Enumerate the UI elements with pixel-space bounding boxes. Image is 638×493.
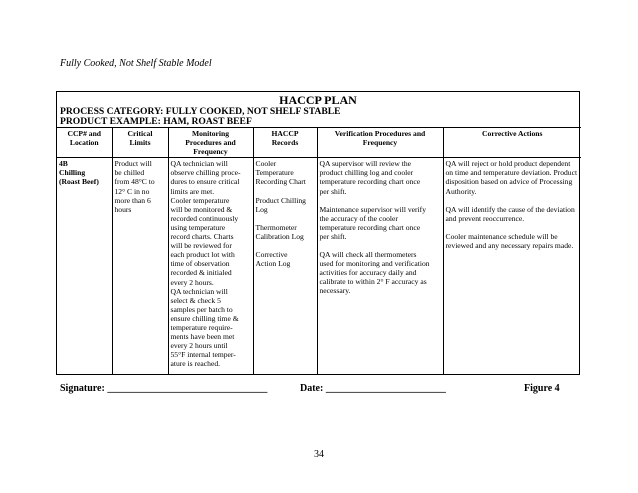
cell-line: and prevent reoccurrence. bbox=[445, 213, 525, 223]
cell-line: Location bbox=[69, 138, 99, 148]
line-gap bbox=[256, 214, 315, 223]
cell-line: QA technician will bbox=[170, 159, 228, 169]
header-haccp-records bbox=[253, 128, 317, 158]
cell-line: Verification Procedures and bbox=[334, 129, 426, 138]
cell-line: Log bbox=[255, 204, 268, 214]
cell-corrective-actions bbox=[443, 158, 581, 375]
cell-line: Cooler bbox=[255, 159, 277, 169]
cell-line: time of observation bbox=[170, 259, 230, 269]
cell-line: (Roast Beef) bbox=[59, 177, 99, 187]
cell-line: observe chilling proce- bbox=[170, 168, 241, 178]
cell-line: CCP# and bbox=[67, 129, 102, 138]
cell-line: Calibration Log bbox=[255, 231, 304, 241]
cell-line: used for monitoring and verification bbox=[319, 259, 430, 269]
line-gap bbox=[446, 196, 580, 205]
cell-line: disposition based on advice of Processing bbox=[445, 177, 573, 187]
document-header: Fully Cooked, Not Shelf Stable Model bbox=[60, 58, 212, 69]
cell-monitoring-procedures bbox=[168, 158, 253, 375]
cell-line: select & check 5 bbox=[170, 295, 221, 305]
cell-line: Monitoring bbox=[191, 129, 230, 138]
cell-line: limits are met. bbox=[170, 186, 215, 196]
table-header-row bbox=[57, 128, 581, 158]
cell-haccp-records bbox=[253, 158, 317, 375]
plan-title: HACCP PLAN bbox=[279, 93, 357, 107]
cell-line: necessary. bbox=[319, 286, 351, 296]
cell-line: Critical bbox=[127, 129, 153, 138]
cell-line: Cooler temperature bbox=[170, 195, 230, 205]
cell-line: dures to ensure critical bbox=[170, 177, 240, 187]
line-gap bbox=[446, 223, 580, 232]
signature-field: Signature: ________________________________ bbox=[60, 383, 268, 394]
cell-line: temperature recording chart once bbox=[319, 177, 421, 187]
cell-line: Records bbox=[271, 138, 299, 148]
cell-line: on time and temperature deviation. Product bbox=[445, 168, 578, 178]
cell-line: hours bbox=[114, 204, 132, 214]
cell-line: 55°F internal temper- bbox=[170, 350, 236, 360]
cell-line: Temperature bbox=[255, 168, 294, 178]
cell-line: calibrate to within 2° F accuracy as bbox=[319, 277, 427, 287]
cell-line: the accuracy of the cooler bbox=[319, 213, 398, 223]
cell-verification-procedures bbox=[317, 158, 443, 375]
header-critical-limits bbox=[112, 128, 168, 158]
cell-line: Corrective Actions bbox=[482, 129, 543, 138]
cell-line: samples per batch to bbox=[170, 304, 233, 314]
figure-label: Figure 4 bbox=[524, 383, 560, 394]
cell-critical-limits bbox=[112, 158, 168, 375]
cell-line: Corrective bbox=[255, 249, 288, 259]
cell-line: from 48°C to bbox=[114, 177, 155, 187]
cell-line: be chilled bbox=[114, 168, 145, 178]
cell-line: Maintenance supervisor will verify bbox=[319, 204, 426, 214]
cell-line: Chilling bbox=[59, 168, 86, 178]
cell-line: 12° C in no bbox=[114, 186, 150, 196]
cell-line: activities for accuracy daily and bbox=[319, 268, 417, 278]
cell-line: QA will reject or hold product dependent bbox=[445, 159, 571, 169]
cell-line: Recording Chart bbox=[255, 177, 306, 187]
line-gap bbox=[320, 241, 441, 250]
cell-line: Thermometer bbox=[255, 222, 297, 232]
cell-line: ments have been met bbox=[170, 332, 235, 342]
cell-line: temperature recording chart once bbox=[319, 222, 421, 232]
header-ccp-location bbox=[57, 128, 112, 158]
cell-line: Product Chilling bbox=[255, 195, 306, 205]
cell-line: will be monitored & bbox=[170, 204, 233, 214]
cell-ccp-location bbox=[57, 158, 112, 375]
cell-line: more than 6 bbox=[114, 195, 151, 205]
header-corrective-actions bbox=[443, 128, 581, 158]
plan-grid bbox=[57, 127, 581, 374]
cell-line: Product will bbox=[114, 159, 152, 169]
cell-line: recorded continuously bbox=[170, 213, 239, 223]
cell-line: will be reviewed for bbox=[170, 241, 232, 251]
cell-line: QA will check all thermometers bbox=[319, 250, 417, 260]
cell-line: Action Log bbox=[255, 259, 291, 269]
page-number: 34 bbox=[314, 449, 324, 460]
cell-line: ature is reached. bbox=[170, 359, 221, 369]
cell-line: every 2 hours. bbox=[170, 277, 214, 287]
cell-line: Procedures and bbox=[185, 138, 236, 148]
cell-line: HACCP bbox=[271, 129, 299, 138]
product-example: PRODUCT EXAMPLE: HAM, ROAST BEEF bbox=[60, 116, 252, 127]
header-verification-procedures bbox=[317, 128, 443, 158]
cell-line: QA technician will bbox=[170, 286, 228, 296]
cell-line: QA supervisor will review the bbox=[319, 159, 412, 169]
cell-line: temperature require- bbox=[170, 322, 233, 332]
line-gap bbox=[320, 196, 441, 205]
cell-line: QA will identify the cause of the deviation bbox=[445, 204, 575, 214]
cell-line: Frequency bbox=[362, 138, 398, 148]
cell-line: product chilling log and cooler bbox=[319, 168, 414, 178]
cell-line: using temperature bbox=[170, 222, 226, 232]
cell-line: reviewed and any necessary repairs made. bbox=[445, 240, 574, 250]
cell-line: recorded & initialed bbox=[170, 268, 232, 278]
cell-line: Cooler maintenance schedule will be bbox=[445, 231, 558, 241]
haccp-plan-table bbox=[56, 91, 580, 375]
date-field: Date: ________________________ bbox=[300, 383, 446, 394]
cell-line: per shift. bbox=[319, 186, 347, 196]
cell-line: per shift. bbox=[319, 231, 347, 241]
cell-line: Frequency bbox=[193, 147, 228, 157]
cell-line: each product lot with bbox=[170, 250, 235, 260]
line-gap bbox=[256, 241, 315, 250]
process-category: PROCESS CATEGORY: FULLY COOKED, NOT SHELF STABLE bbox=[60, 106, 341, 117]
cell-line: ensure chilling time & bbox=[170, 313, 239, 323]
header-monitoring-procedures bbox=[168, 128, 253, 158]
table-row bbox=[57, 158, 581, 375]
line-gap bbox=[256, 187, 315, 196]
cell-line: every 2 hours until bbox=[170, 341, 228, 351]
cell-line: record charts. Charts bbox=[170, 232, 234, 242]
cell-line: 4B bbox=[59, 159, 68, 169]
cell-line: Authority. bbox=[445, 186, 477, 196]
cell-line: Limits bbox=[129, 138, 151, 148]
